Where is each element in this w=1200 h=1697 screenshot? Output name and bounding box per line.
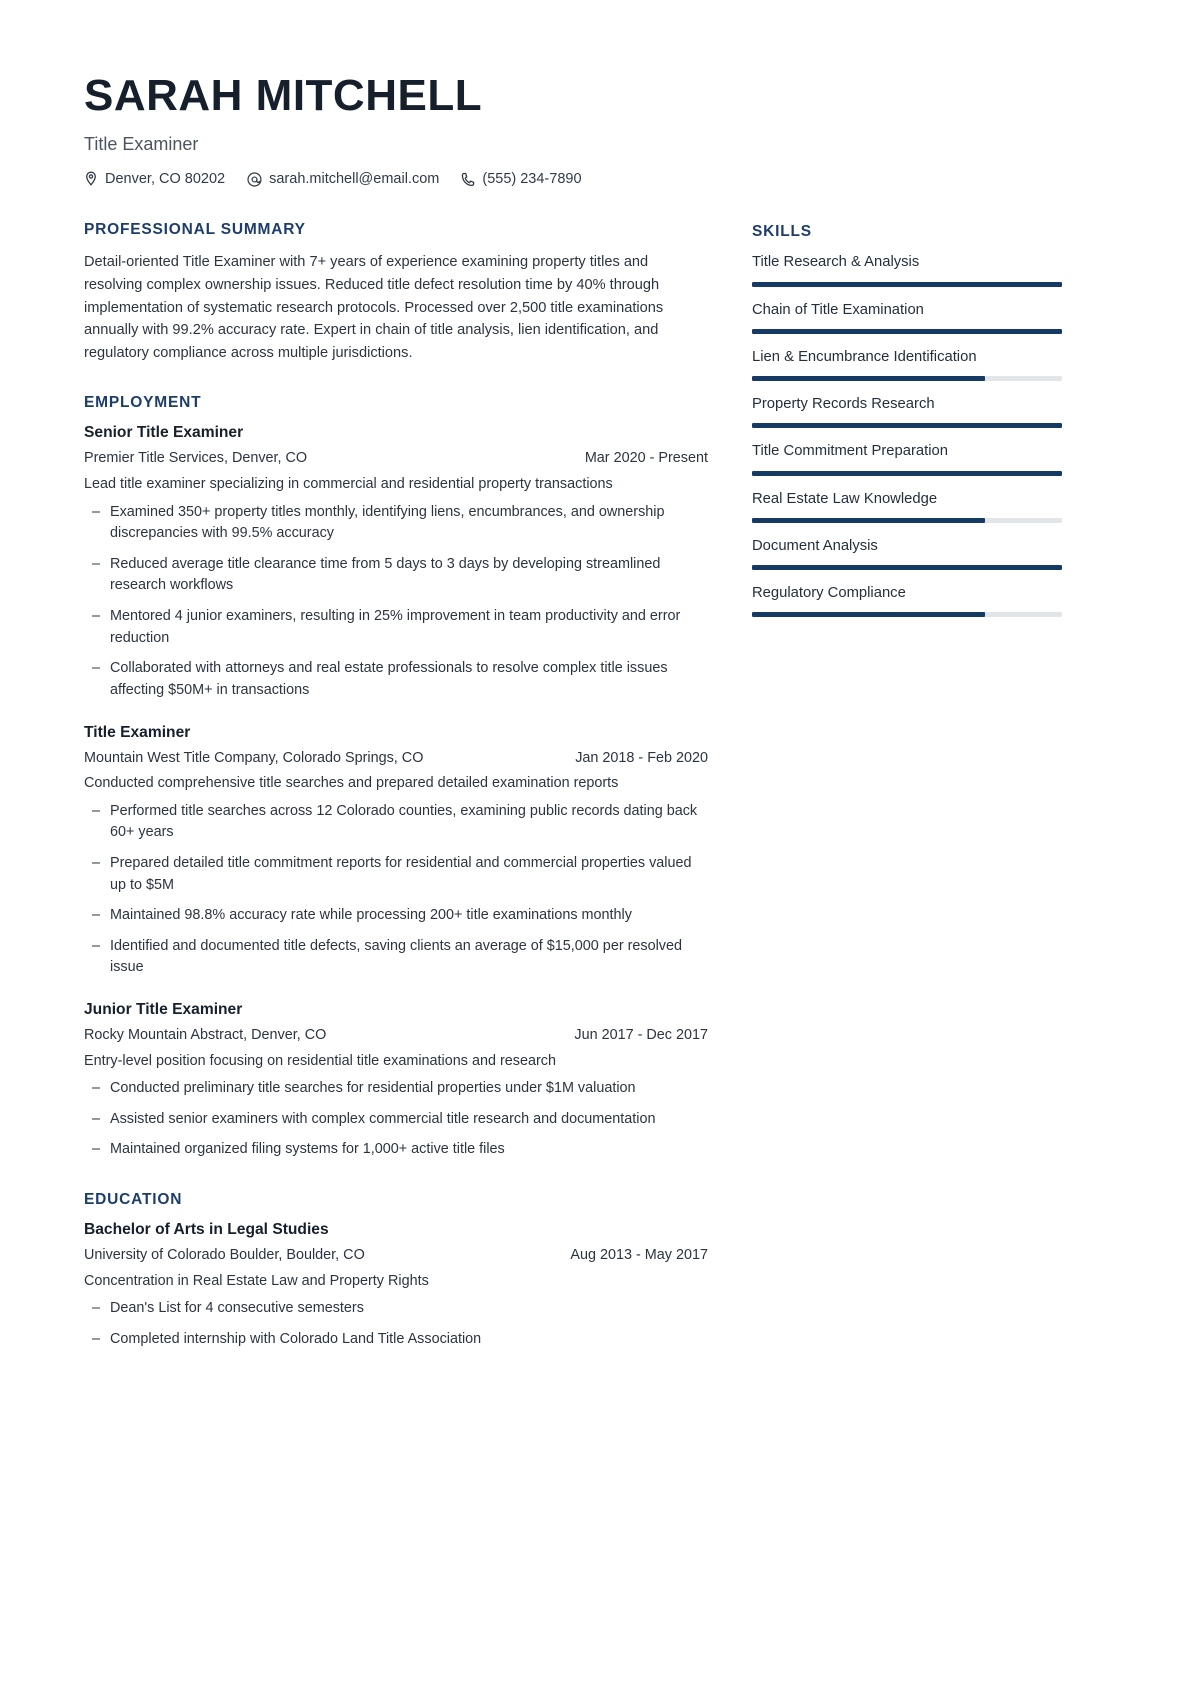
education-degree: Bachelor of Arts in Legal Studies (84, 1221, 329, 1239)
skill-name: Property Records Research (752, 396, 935, 413)
job-meta (84, 448, 708, 470)
job-role: Junior Title Examiner (84, 1001, 243, 1019)
education-dates: Aug 2013 - May 2017 (570, 1247, 708, 1264)
email-icon (247, 172, 262, 187)
job-description: Entry-level position focusing on residential title examinations and research (84, 1052, 556, 1069)
section-education (84, 1191, 708, 1350)
education-meta (84, 1245, 708, 1267)
education-school: University of Colorado Boulder, Boulder, CO (84, 1247, 365, 1264)
job-meta (84, 1025, 708, 1047)
skill-bar-fill (752, 423, 1062, 428)
skill-name: Document Analysis (752, 537, 878, 554)
contact-location (84, 171, 225, 187)
skill-item (752, 442, 1062, 475)
resume-header (84, 72, 1120, 187)
summary-text: Detail-oriented Title Examiner with 7+ years of experience examining property titles and resolving complex ownership issues. Reduced title defect resolution time by 40% through implementation of systematic research protocols. Processed over 2,500 title examinations annually with 99.2% accuracy rate. Expert in chain of title analysis, lien identification, and regulatory compliance across multiple jurisdictions. (84, 254, 664, 361)
skill-item (752, 395, 1062, 428)
main-column (84, 221, 708, 1350)
contact-phone-text: (555) 234-7890 (482, 171, 582, 188)
skill-name: Regulatory Compliance (752, 585, 906, 602)
skill-name: Real Estate Law Knowledge (752, 490, 938, 507)
skill-bar-fill (752, 282, 1062, 287)
resume-body (84, 221, 1120, 1350)
skill-bar-fill (752, 518, 985, 523)
skill-name: Chain of Title Examination (752, 301, 924, 318)
job-dates: Jun 2017 - Dec 2017 (574, 1027, 708, 1044)
skill-name: Title Commitment Preparation (752, 443, 948, 460)
job-bullet: – Identified and documented title defects, saving clients an average of $15,000 per resolved issue (84, 936, 708, 979)
section-professional-summary (84, 221, 708, 364)
candidate-job-title: Title Examiner (84, 134, 199, 155)
contact-email (247, 171, 439, 187)
education-bullet: – Completed internship with Colorado Land Title Association (84, 1329, 708, 1351)
skill-item (752, 348, 1062, 381)
skill-bar (752, 565, 1062, 570)
skill-bar-fill (752, 329, 1062, 334)
job-company: Rocky Mountain Abstract, Denver, CO (84, 1027, 327, 1044)
skills-heading: SKILLS (752, 223, 812, 241)
job-bullets (84, 801, 708, 979)
skill-bar (752, 376, 1062, 381)
education-bullet: – Dean's List for 4 consecutive semesters (84, 1298, 708, 1320)
job-bullet: – Maintained organized filing systems for 1,000+ active title files (84, 1139, 708, 1161)
employment-entry (84, 1001, 708, 1161)
skill-item (752, 253, 1062, 286)
candidate-name: SARAH MITCHELL (84, 71, 483, 120)
skill-bar (752, 423, 1062, 428)
job-bullet: – Maintained 98.8% accuracy rate while processing 200+ title examinations monthly (84, 905, 708, 927)
location-pin-icon (84, 171, 98, 187)
employment-entry (84, 424, 708, 701)
contact-email-text: sarah.mitchell@email.com (269, 171, 440, 188)
job-dates: Jan 2018 - Feb 2020 (575, 749, 708, 766)
education-entry (84, 1221, 708, 1350)
job-bullet: – Collaborated with attorneys and real estate professionals to resolve complex title issues affecting $50M+ in transactions (84, 658, 708, 701)
skill-bar (752, 612, 1062, 617)
job-bullet: – Assisted senior examiners with complex commercial title research and documentation (84, 1109, 708, 1131)
skill-item (752, 584, 1062, 617)
job-bullet: – Examined 350+ property titles monthly, identifying liens, encumbrances, and ownership discrepancies with 99.5% accuracy (84, 502, 708, 545)
job-bullets (84, 502, 708, 702)
job-bullet: – Conducted preliminary title searches for residential properties under $1M valuation (84, 1078, 708, 1100)
skill-bar (752, 471, 1062, 476)
skill-name: Title Research & Analysis (752, 254, 920, 271)
job-description: Lead title examiner specializing in commercial and residential property transactions (84, 476, 613, 493)
job-description: Conducted comprehensive title searches and prepared detailed examination reports (84, 775, 619, 792)
skill-bar-fill (752, 376, 985, 381)
summary-heading: PROFESSIONAL SUMMARY (84, 221, 306, 239)
skill-bar (752, 282, 1062, 287)
skill-bar-fill (752, 612, 985, 617)
skill-item (752, 490, 1062, 523)
job-bullets (84, 1078, 708, 1161)
education-heading: EDUCATION (84, 1191, 183, 1209)
phone-icon (461, 172, 475, 187)
contact-row (84, 171, 1120, 187)
job-bullet: – Mentored 4 junior examiners, resulting in 25% improvement in team productivity and error reduction (84, 606, 708, 649)
contact-location-text: Denver, CO 80202 (105, 171, 226, 188)
skill-bar (752, 518, 1062, 523)
job-bullet: – Performed title searches across 12 Colorado counties, examining public records dating back 60+ years (84, 801, 708, 844)
job-bullet: – Reduced average title clearance time from 5 days to 3 days by developing streamlined research workflows (84, 554, 708, 597)
section-employment (84, 394, 708, 1161)
employment-heading: EMPLOYMENT (84, 394, 202, 412)
skill-item (752, 537, 1062, 570)
section-skills (752, 223, 1062, 617)
contact-phone (461, 171, 581, 187)
skill-bar-fill (752, 565, 1062, 570)
education-description: Concentration in Real Estate Law and Property Rights (84, 1272, 429, 1289)
skill-bar-fill (752, 471, 1062, 476)
job-meta (84, 748, 708, 770)
job-bullet: – Prepared detailed title commitment reports for residential and commercial properties valued up to $5M (84, 853, 708, 896)
employment-entry (84, 724, 708, 979)
job-dates: Mar 2020 - Present (584, 450, 708, 467)
sidebar-column (752, 221, 1062, 647)
education-bullets (84, 1298, 708, 1350)
skill-item (752, 301, 1062, 334)
job-company: Premier Title Services, Denver, CO (84, 450, 308, 467)
skill-name: Lien & Encumbrance Identification (752, 348, 977, 365)
job-company: Mountain West Title Company, Colorado Springs, CO (84, 749, 424, 766)
skill-bar (752, 329, 1062, 334)
job-role: Senior Title Examiner (84, 424, 244, 442)
job-role: Title Examiner (84, 723, 191, 741)
